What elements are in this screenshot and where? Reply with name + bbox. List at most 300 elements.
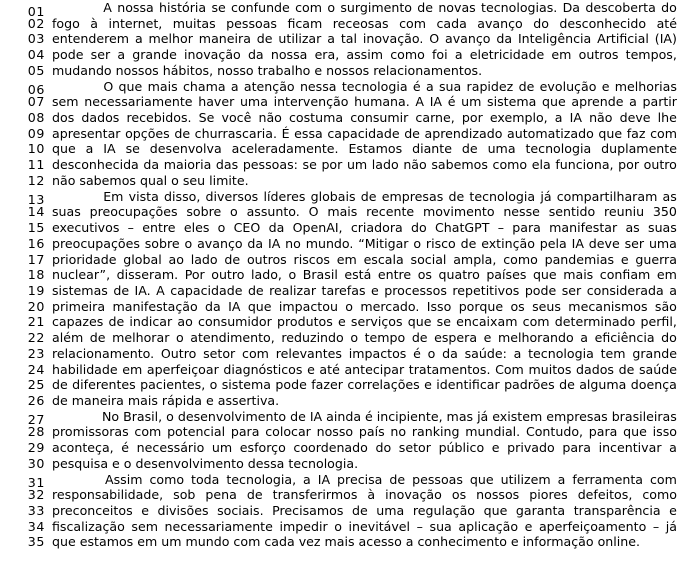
- word: cada: [436, 15, 467, 31]
- text-line: [0, 110, 692, 126]
- line-number: 05: [27, 62, 45, 78]
- word: grande: [632, 345, 677, 361]
- line-content: [45, 126, 692, 142]
- text-line: [0, 471, 692, 491]
- word: que: [247, 298, 272, 314]
- word: a: [134, 31, 143, 47]
- word: de: [224, 251, 241, 267]
- line-content: [45, 440, 692, 456]
- word: da: [247, 47, 264, 63]
- word: de: [559, 377, 575, 393]
- word: mundial.: [465, 424, 521, 440]
- word: desconhecida: [52, 157, 139, 173]
- word: aperfeiçoar: [146, 361, 219, 377]
- word: e: [524, 518, 533, 534]
- word: o: [427, 345, 436, 361]
- word: outro: [643, 157, 677, 173]
- word: com: [522, 314, 550, 330]
- word: do: [375, 440, 392, 456]
- word: um: [346, 157, 368, 173]
- paragraph-indent: [52, 409, 98, 425]
- text-line: [0, 220, 692, 236]
- word: é: [412, 78, 421, 94]
- word: da: [143, 157, 160, 173]
- word: nossa: [270, 47, 308, 63]
- word: necessariamente: [84, 94, 193, 110]
- word: tecnologia,: [226, 471, 297, 487]
- word: já: [477, 408, 489, 424]
- line-content: [45, 267, 692, 283]
- word: não: [589, 110, 613, 126]
- word: seus: [532, 298, 561, 314]
- word: produtos: [277, 314, 333, 330]
- word: o: [184, 235, 193, 251]
- word: que: [598, 125, 623, 141]
- word: da: [442, 345, 458, 361]
- word: compartilharam: [556, 188, 658, 204]
- word: Em: [103, 188, 124, 204]
- word: os: [451, 487, 467, 503]
- word: fazer: [311, 377, 343, 393]
- word: melhorias: [614, 78, 677, 94]
- word: se: [125, 141, 140, 157]
- word: impedir: [279, 518, 328, 534]
- word: aceleradamente.: [231, 141, 339, 157]
- line-number: 15: [27, 220, 45, 236]
- text-line: [0, 456, 692, 472]
- word: pacientes,: [140, 377, 206, 393]
- word: de: [360, 188, 377, 204]
- word: mas: [446, 408, 474, 424]
- word: indicar: [129, 314, 173, 330]
- word: lado: [371, 157, 399, 173]
- word: outro: [211, 267, 245, 283]
- word: se: [211, 0, 226, 15]
- word: recente: [366, 204, 415, 220]
- word: transparência: [573, 503, 661, 518]
- word: aperfeiçoamento: [538, 518, 647, 534]
- line-number: 31: [27, 475, 45, 491]
- word: ferramenta: [572, 471, 644, 487]
- word: alguma: [579, 377, 627, 393]
- word: O: [429, 31, 440, 47]
- word: funciona,: [555, 157, 614, 173]
- word: pessoas: [412, 471, 463, 487]
- word: consumir: [350, 110, 409, 126]
- line-content: [45, 189, 692, 205]
- line-content: [45, 204, 692, 220]
- line-content: [45, 220, 692, 236]
- word: de: [290, 408, 306, 424]
- word: intervenção: [273, 94, 349, 110]
- word: ao: [177, 314, 193, 330]
- word: sabemos: [431, 157, 488, 173]
- word: mundo.: [305, 235, 354, 251]
- word: a: [85, 141, 94, 157]
- text-line: [0, 267, 692, 283]
- word: à: [90, 15, 99, 31]
- line-number: 33: [27, 503, 45, 518]
- word: ainda: [326, 408, 362, 424]
- word: escala: [363, 251, 404, 267]
- word: novas: [438, 0, 476, 15]
- word: automatizado: [507, 125, 594, 141]
- word: setor: [398, 440, 431, 456]
- word: evolução: [539, 78, 597, 94]
- word: do: [411, 220, 427, 236]
- word: em: [122, 361, 143, 377]
- word: Se: [198, 110, 215, 126]
- text-line: [0, 157, 692, 173]
- line-number: 35: [27, 534, 45, 550]
- text-line: [0, 188, 692, 208]
- word: dados: [81, 110, 120, 126]
- word: Assim: [104, 471, 143, 487]
- word: como: [390, 47, 425, 63]
- word: tecnologia: [341, 78, 408, 94]
- word: relevantes: [275, 345, 342, 361]
- word: que: [623, 424, 647, 440]
- word: uma: [487, 141, 516, 157]
- line-content: [45, 377, 692, 393]
- line-content: [45, 236, 692, 252]
- word: eles: [183, 220, 210, 236]
- line-number: 28: [27, 424, 45, 440]
- line-number: 21: [27, 314, 45, 330]
- word: executivos: [52, 220, 120, 236]
- word: de: [247, 282, 264, 298]
- line-number: 01: [27, 3, 45, 19]
- word: churrascaria.: [194, 125, 278, 141]
- word: para: [230, 424, 260, 440]
- word: de: [618, 361, 635, 377]
- word: de: [460, 235, 477, 251]
- word: reduzindo: [281, 330, 344, 346]
- word: com: [649, 471, 677, 487]
- word: avanço: [445, 31, 491, 47]
- word: a: [554, 110, 563, 126]
- word: apresentar: [52, 125, 121, 141]
- word: ser: [624, 235, 645, 251]
- word: e: [491, 440, 500, 456]
- word: por: [321, 157, 343, 173]
- word: não: [403, 157, 427, 173]
- word: recebidos.: [126, 110, 192, 126]
- line-content: [45, 110, 692, 126]
- word: colocar: [265, 424, 311, 440]
- line-number: 30: [27, 455, 45, 471]
- word: que: [469, 471, 494, 487]
- text-line: [0, 204, 692, 220]
- word: 350: [652, 204, 677, 220]
- word: globais: [310, 188, 356, 204]
- word: suas: [52, 204, 81, 220]
- word: isso: [652, 424, 677, 440]
- line-content: [45, 252, 692, 268]
- word: o: [175, 330, 184, 346]
- word: para: [512, 220, 541, 236]
- word: e: [307, 361, 315, 377]
- word: transferirmos: [272, 487, 358, 503]
- word: privado: [507, 440, 555, 456]
- word: pena: [205, 487, 237, 503]
- text-line: [0, 31, 692, 47]
- word: fogo: [52, 15, 80, 31]
- word: sentido: [548, 204, 596, 220]
- word: e: [371, 282, 379, 298]
- text-line: [0, 393, 692, 409]
- word: confiam: [599, 267, 651, 283]
- word: sociais.: [217, 503, 264, 518]
- text-line: [0, 252, 692, 268]
- word: em: [656, 267, 677, 283]
- word: tempo: [364, 330, 406, 346]
- word: é: [447, 94, 456, 110]
- text-line: [0, 440, 692, 456]
- word: manifestação: [112, 298, 198, 314]
- line-content: [45, 299, 692, 315]
- word: entre: [142, 220, 176, 236]
- text-line: [0, 94, 692, 110]
- word: outros: [578, 47, 619, 63]
- word: sem: [131, 518, 158, 534]
- word: um: [461, 94, 482, 110]
- word: do: [533, 15, 549, 31]
- word: internet,: [108, 15, 163, 31]
- word: tempos,: [625, 47, 677, 63]
- text-line: [0, 173, 692, 189]
- word: uma: [376, 503, 405, 518]
- word: um: [211, 440, 233, 456]
- word: é: [365, 408, 373, 424]
- line-number: 12: [27, 172, 45, 188]
- line-content: mudando nossos hábitos, nosso trabalho e nossos relacionamentos.: [52, 62, 483, 78]
- line-number: 02: [27, 15, 45, 31]
- word: de: [404, 125, 420, 141]
- word: espera: [434, 330, 478, 346]
- word: sua: [438, 78, 462, 94]
- paragraph-indent: [52, 189, 98, 205]
- word: suas: [648, 220, 677, 236]
- word: Brasil: [302, 267, 338, 283]
- word: partir: [642, 94, 677, 110]
- word: IA: [569, 110, 582, 126]
- word: é: [121, 440, 130, 456]
- word: o: [334, 518, 342, 534]
- word: dos: [52, 110, 75, 126]
- word: primeira: [52, 298, 106, 314]
- word: desenvolva: [149, 141, 222, 157]
- word: disso,: [164, 188, 201, 204]
- line-number: 13: [27, 192, 45, 208]
- word: sob: [173, 487, 196, 503]
- word: brasileiras: [611, 408, 677, 424]
- word: grande: [132, 47, 177, 63]
- word: deve: [588, 235, 620, 251]
- word: A: [156, 282, 165, 298]
- text-line: [0, 346, 692, 362]
- word: divisões: [157, 503, 209, 518]
- word: os: [417, 267, 432, 283]
- word: que: [532, 267, 557, 283]
- word: exemplo,: [489, 110, 548, 126]
- word: riscos: [293, 251, 330, 267]
- word: o: [350, 330, 359, 346]
- word: de: [389, 471, 406, 487]
- line-content: [45, 157, 692, 173]
- word: descoberta: [585, 0, 656, 15]
- word: é: [413, 345, 421, 361]
- word: vista: [128, 188, 159, 204]
- paragraph-indent: [52, 472, 98, 488]
- line-content: [45, 314, 692, 330]
- word: por: [461, 110, 483, 126]
- word: as: [625, 220, 640, 236]
- word: com: [242, 345, 269, 361]
- word: aprendizado: [424, 125, 503, 141]
- word: incentivar: [598, 440, 662, 456]
- line-content: [45, 424, 692, 440]
- word: preocupações: [52, 235, 140, 251]
- line-number: 07: [27, 94, 45, 110]
- word: o: [413, 235, 422, 251]
- line-content: [45, 16, 692, 32]
- word: diversos: [205, 188, 259, 204]
- word: mais: [563, 267, 594, 283]
- word: uma: [239, 94, 268, 110]
- word: Artificial: [597, 31, 649, 47]
- word: público: [438, 440, 485, 456]
- word: responsabilidade,: [52, 487, 164, 503]
- word: em: [551, 47, 572, 63]
- word: de: [417, 0, 434, 15]
- word: tecnologia: [525, 141, 592, 157]
- word: de: [461, 141, 478, 157]
- word: faz: [626, 125, 646, 141]
- word: IA: [571, 235, 584, 251]
- word: a: [513, 345, 522, 361]
- word: para: [588, 424, 618, 440]
- word: assim: [346, 47, 384, 63]
- line-content: não sabemos qual o seu limite.: [52, 172, 249, 188]
- word: o: [288, 267, 297, 283]
- word: Estamos: [348, 141, 403, 157]
- word: extinção: [481, 235, 535, 251]
- word: aprende: [571, 94, 624, 110]
- word: guerra: [635, 251, 677, 267]
- word: mais: [327, 204, 358, 220]
- word: tarefas: [321, 282, 366, 298]
- word: de: [113, 282, 130, 298]
- text-line: [0, 236, 692, 252]
- word: necessariamente: [164, 518, 273, 534]
- word: “Mitigar: [358, 235, 409, 251]
- word: diagnósticos: [223, 361, 303, 377]
- word: como: [492, 157, 528, 173]
- word: empresas: [381, 188, 444, 204]
- word: os: [510, 298, 525, 314]
- word: sobre: [186, 204, 222, 220]
- word: IA: [317, 471, 331, 487]
- word: regulação: [412, 503, 476, 518]
- word: que: [407, 314, 432, 330]
- word: utilizar: [278, 31, 322, 47]
- word: uma: [648, 235, 677, 251]
- word: como: [642, 487, 677, 503]
- word: sua: [429, 518, 452, 534]
- word: reuniu: [603, 204, 645, 220]
- text-line: [0, 16, 692, 32]
- word: eletricidade: [469, 47, 545, 63]
- line-number: 23: [27, 345, 45, 361]
- word: chama: [182, 78, 226, 94]
- word: inovação: [385, 487, 442, 503]
- word: como: [503, 251, 538, 267]
- word: determinado: [554, 314, 636, 330]
- word: de: [448, 188, 465, 204]
- word: de: [174, 125, 191, 141]
- word: lado: [190, 251, 218, 267]
- word: sobre: [144, 235, 180, 251]
- word: Precisamos: [272, 503, 344, 518]
- word: eficiência: [594, 330, 655, 346]
- paragraph-indent: [52, 0, 98, 16]
- line-number: 32: [27, 487, 45, 503]
- line-number: 03: [27, 31, 45, 47]
- word: tem: [600, 345, 626, 361]
- line-content: [45, 141, 692, 157]
- line-content: [45, 31, 692, 47]
- text-line: [0, 78, 692, 98]
- word: desconhecido: [559, 15, 647, 31]
- word: criadora: [350, 220, 403, 236]
- text-line: [0, 377, 692, 393]
- word: nosso: [316, 424, 354, 440]
- word: assunto.: [246, 204, 300, 220]
- line-content: [45, 47, 692, 63]
- word: opções: [125, 125, 170, 141]
- word: ampla,: [453, 251, 497, 267]
- word: ser: [561, 282, 582, 298]
- word: sistema: [487, 94, 537, 110]
- word: encaixam: [456, 314, 518, 330]
- text-line: [0, 519, 692, 535]
- word: setor: [203, 345, 236, 361]
- word: coordenado: [293, 440, 368, 456]
- word: a: [669, 282, 677, 298]
- word: se: [302, 157, 317, 173]
- word: da: [247, 235, 264, 251]
- line-number: 19: [27, 282, 45, 298]
- line-number: 29: [27, 440, 45, 456]
- word: O: [103, 78, 114, 94]
- line-content: [45, 409, 692, 425]
- word: pode: [275, 377, 307, 393]
- word: antecipar: [344, 361, 405, 377]
- line-content: de maneira mais rápida e assertiva.: [52, 392, 280, 408]
- word: diante: [412, 141, 452, 157]
- paragraph-indent: [52, 79, 98, 95]
- word: das: [215, 157, 239, 173]
- word: empresas: [546, 408, 608, 424]
- word: capacidade: [327, 125, 400, 141]
- word: ficam: [287, 15, 323, 31]
- line-content: [45, 519, 692, 535]
- word: É: [281, 125, 290, 141]
- word: inevitável: [348, 518, 411, 534]
- word: a: [580, 330, 589, 346]
- word: até: [656, 15, 677, 31]
